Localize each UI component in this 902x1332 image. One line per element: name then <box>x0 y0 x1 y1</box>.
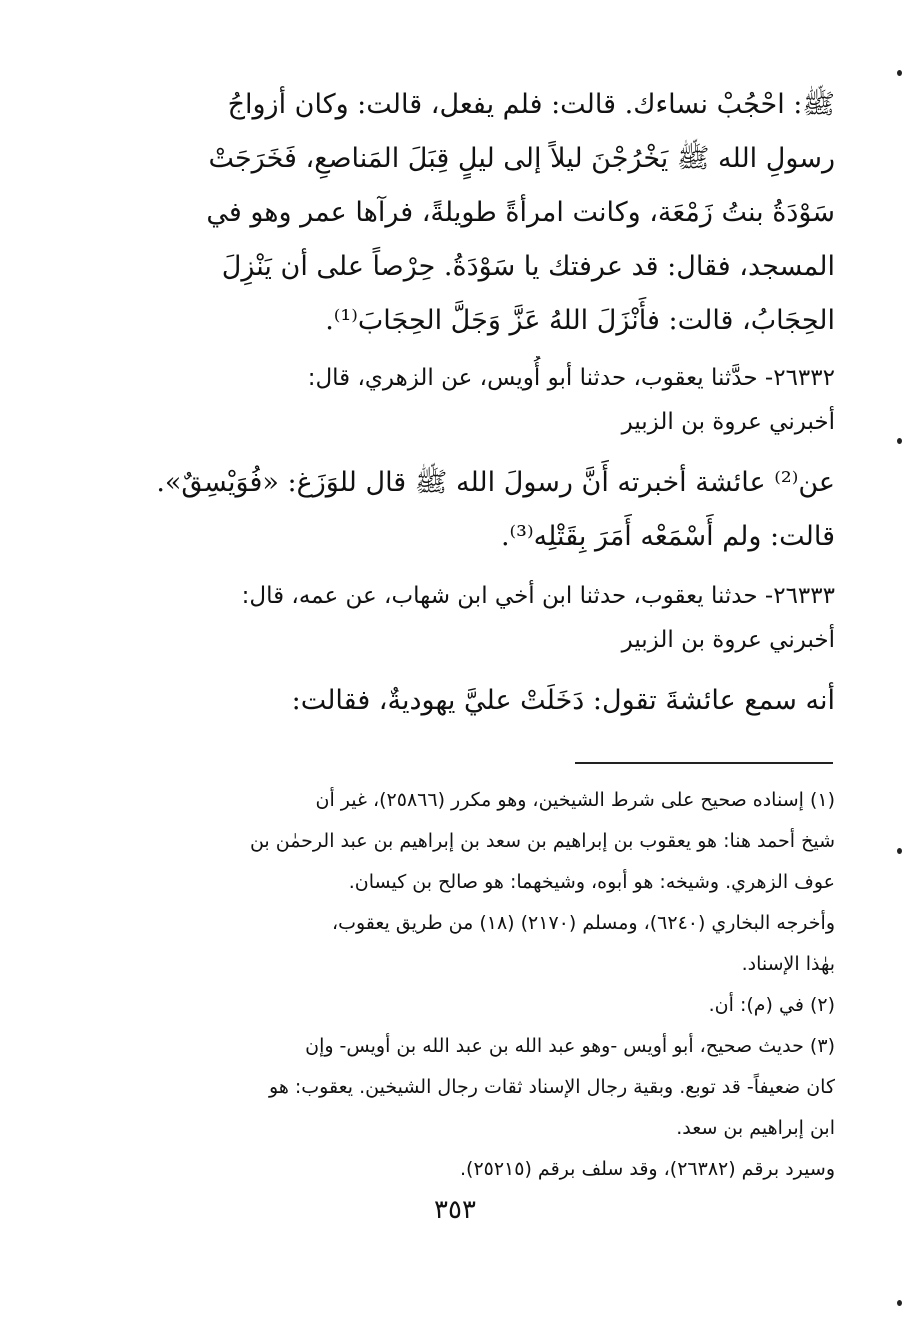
main-text <box>120 78 835 348</box>
matn-line: أنه سمع عائشةَ تقول: دَخَلَتْ عليَّ يهوديةٌ، فقالت: <box>291 685 835 716</box>
footnote-line: وأخرجه البخاري (٦٢٤٠)، ومسلم (٢١٧٠) (١٨) من طريق يعقوب، <box>331 912 835 934</box>
isnad-line: أخبرني عروة بن الزبير <box>621 627 835 653</box>
footnote-line: (١) إسناده صحيح على شرط الشيخين، وهو مكرر (٢٥٨٦٦)، غير أن <box>315 789 835 811</box>
footnote-line: (٣) حديث صحيح، أبو أويس -وهو عبد الله بن عبد الله بن أويس- وإن <box>305 1035 835 1057</box>
footnote-line: شيخ أحمد هنا: هو يعقوب بن إبراهيم بن سعد بن إبراهيم بن عبد الرحمٰن بن <box>249 830 835 852</box>
matn-line: قالت: ولم أَسْمَعْه أَمَرَ بِقَتْلِه⁽³⁾. <box>500 521 835 552</box>
scan-edge-mark <box>897 848 902 854</box>
footnote-line: عوف الزهري. وشيخه: هو أبوه، وشيخهما: هو صالح بن كيسان. <box>348 871 835 893</box>
footnote-line: ابن إبراهيم بن سعد. <box>676 1117 835 1139</box>
matn-line: عن⁽²⁾ عائشة أخبرته أَنَّ رسولَ الله ﷺ قال للوَزَغ: «فُوَيْسِقٌ». <box>156 467 835 498</box>
scan-edge-mark <box>897 70 902 76</box>
footnote-divider <box>575 762 833 764</box>
main-text-line: الحِجَابُ، قالت: فأَنْزَلَ اللهُ عَزَّ وَجَلَّ الحِجَابَ⁽¹⁾. <box>325 305 835 336</box>
hadith-26332-isnad <box>120 356 835 444</box>
footnotes <box>120 780 835 1190</box>
scan-edge-mark <box>897 438 902 444</box>
isnad-line: ٢٦٣٣٣- حدثنا يعقوب، حدثنا ابن أخي ابن شهاب، عن عمه، قال: <box>241 583 835 609</box>
isnad-line: ٢٦٣٣٢- حدَّثنا يعقوب، حدثنا أبو أُويس، عن الزهري، قال: <box>307 365 835 391</box>
scan-edge-mark <box>897 1300 902 1306</box>
footnote-line: بهٰذا الإسناد. <box>741 953 835 975</box>
footnote-line: وسيرد برقم (٢٦٣٨٢)، وقد سلف برقم (٢٥٢١٥). <box>459 1158 835 1180</box>
isnad-line: أخبرني عروة بن الزبير <box>621 409 835 435</box>
hadith-26333-isnad <box>120 574 835 662</box>
main-text-line: ﷺ: احْجُبْ نساءك. قالت: فلم يفعل، قالت: وكان أزواجُ <box>227 89 835 120</box>
main-text-line: المسجد، فقال: قد عرفتك يا سَوْدَةُ. حِرْصاً على أن يَنْزِلَ <box>221 251 835 282</box>
hadith-26332-matn <box>120 456 835 564</box>
footnote-line: كان ضعيفاً- قد توبع. وبقية رجال الإسناد ثقات رجال الشيخين. يعقوب: هو <box>269 1076 835 1098</box>
main-text-line: سَوْدَةُ بنتُ زَمْعَة، وكانت امرأةً طويلةً، فرآها عمر وهو في <box>206 197 835 228</box>
footnote-line: (٢) في (م): أن. <box>708 994 835 1016</box>
hadith-26333-matn <box>120 674 835 728</box>
page-number: ٣٥٣ <box>434 1195 476 1225</box>
main-text-line: رسولِ الله ﷺ يَخْرُجْنَ ليلاً إلى ليلٍ قِبَلَ المَناصعِ، فَخَرَجَتْ <box>208 143 835 174</box>
